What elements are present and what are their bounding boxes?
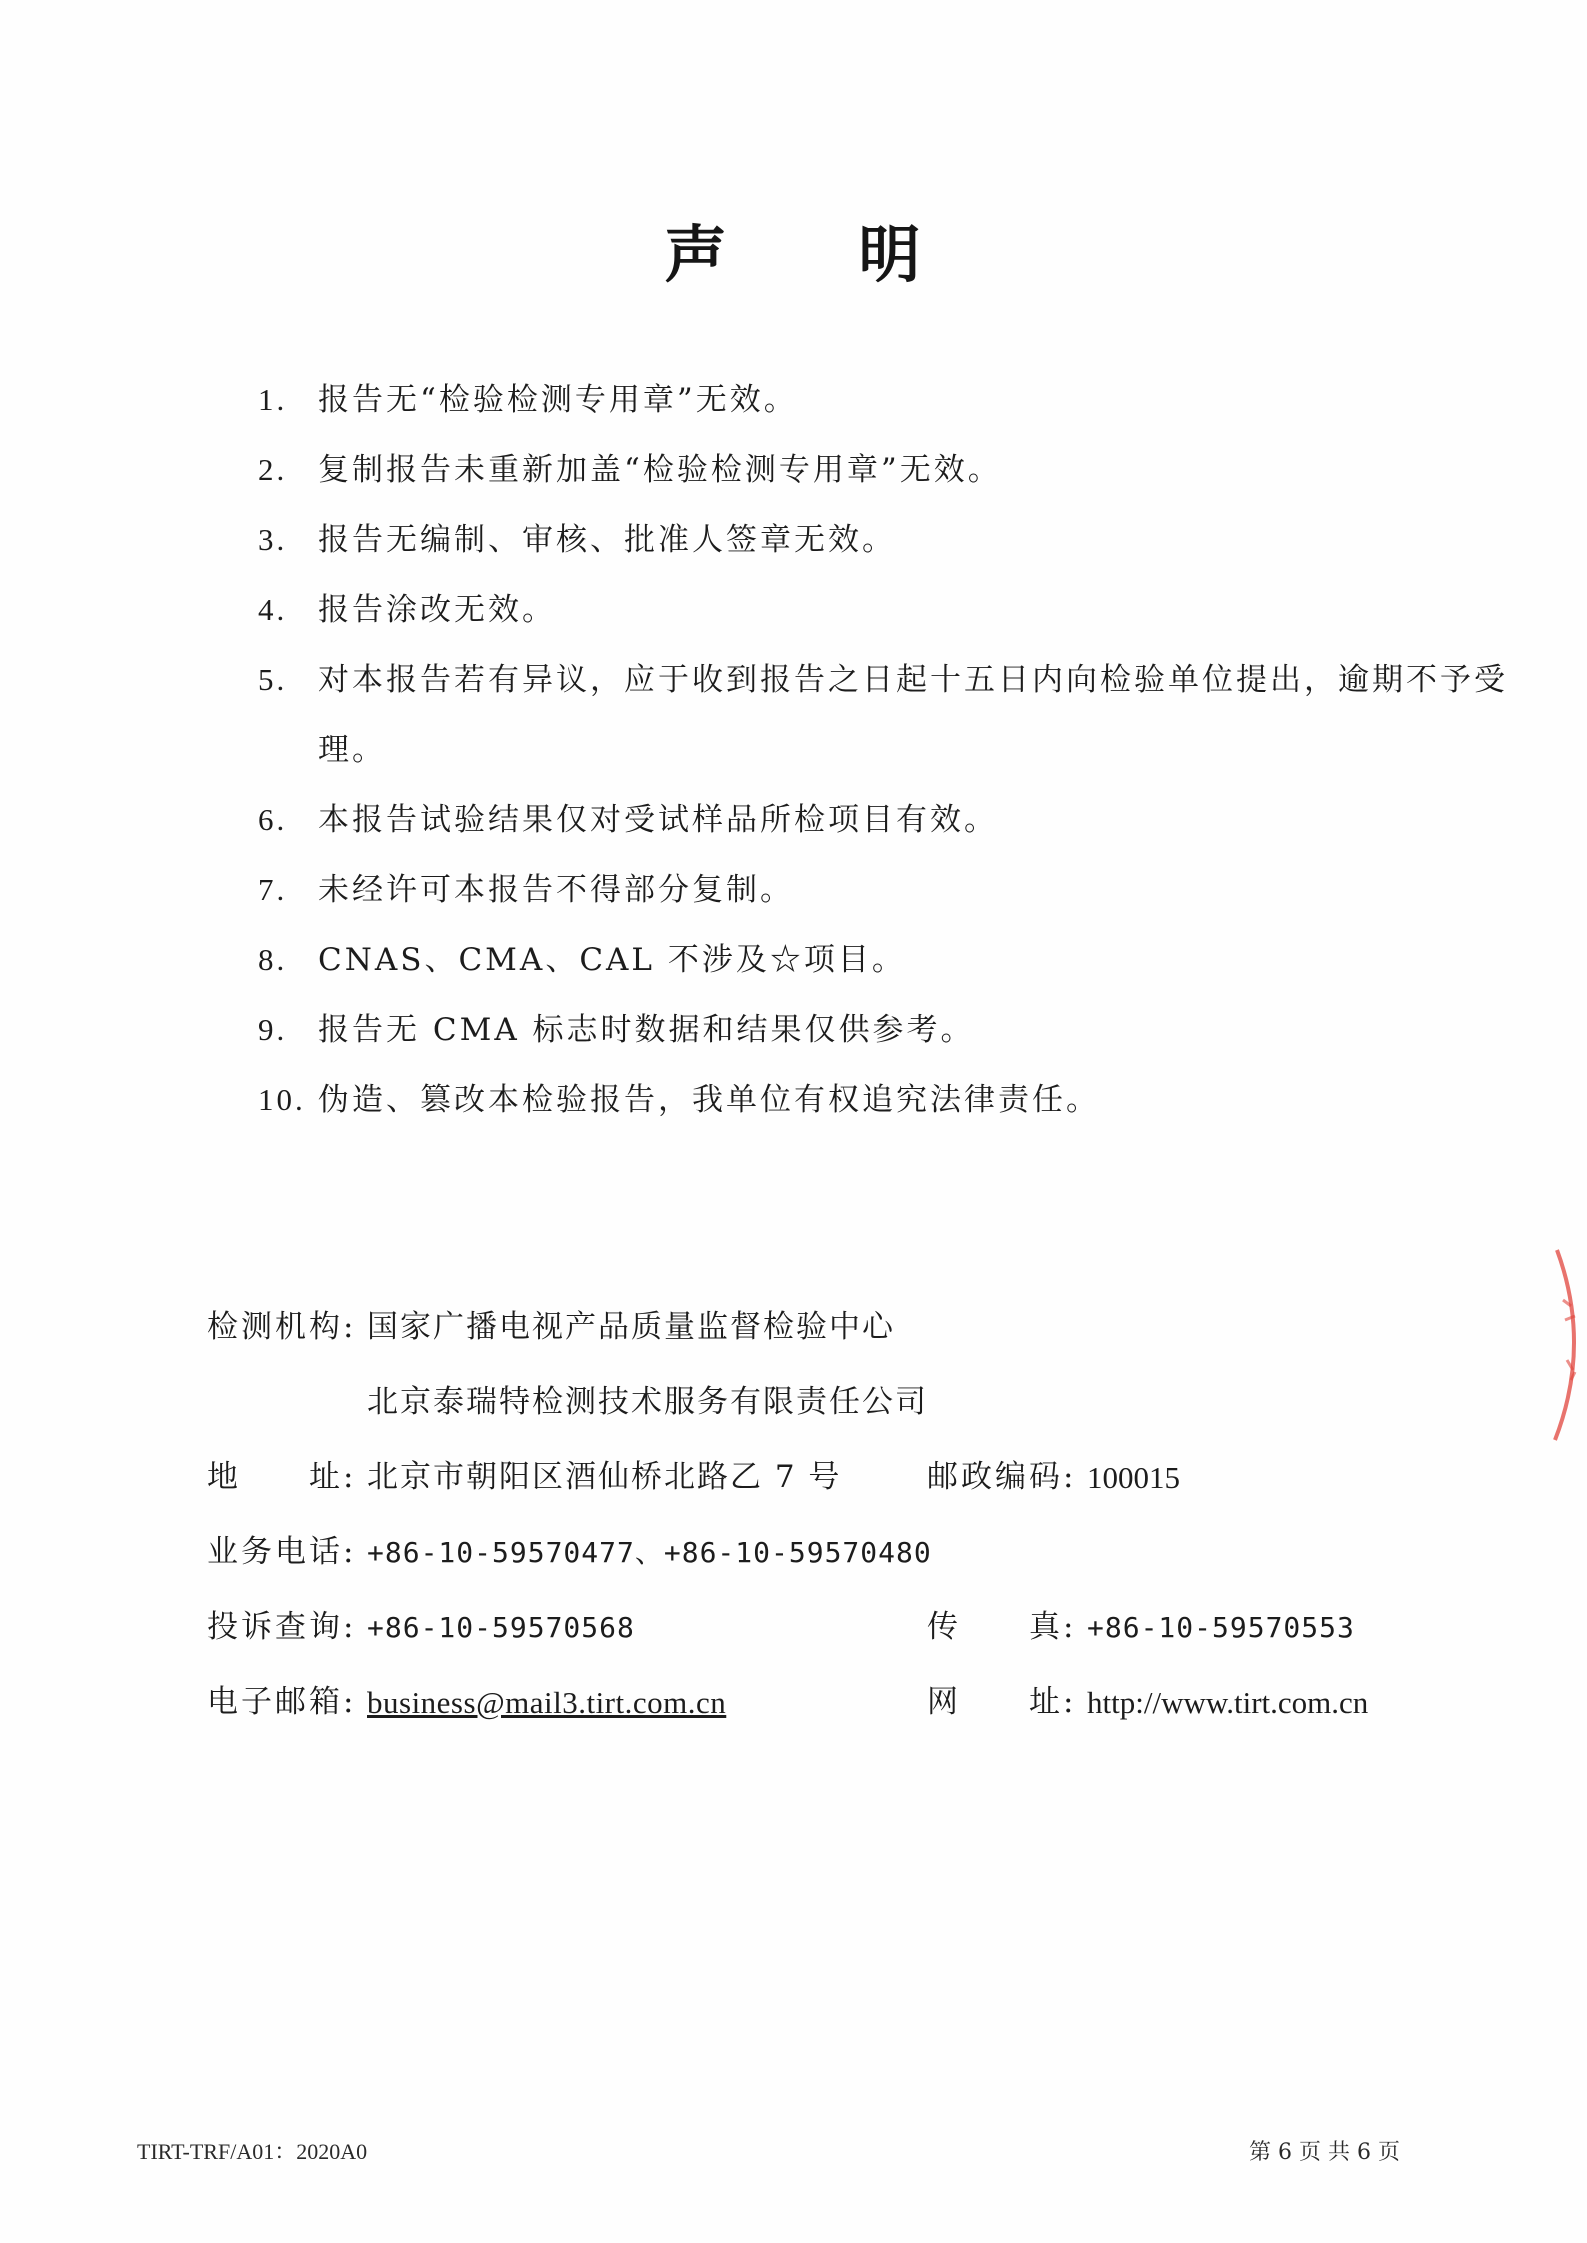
statement-text: 伪造、篡改本检验报告，我单位有权追究法律责任。 [318, 1082, 1100, 1118]
form-code: TIRT-TRF/A01：2020A0 [137, 2139, 368, 2164]
address-row [207, 1440, 1457, 1515]
statement-item-continuation [258, 715, 1458, 785]
statement-list [258, 365, 1508, 1135]
statement-number: 6. [258, 802, 288, 837]
email-row [207, 1665, 1457, 1740]
statement-number: 7. [258, 872, 288, 907]
phone-label: 业务电话: [207, 1534, 357, 1570]
address-label: 地 址: [207, 1459, 357, 1495]
page-number: 第 6 页 共 6 页 [1249, 2140, 1400, 2165]
statement-number: 8. [258, 942, 288, 977]
page-title [0, 205, 1587, 294]
statement-number: 1. [258, 382, 288, 417]
statement-item [258, 575, 1458, 645]
complaint-row [207, 1590, 1457, 1665]
institution-label: 检测机构: [207, 1309, 357, 1345]
statement-text: 本报告试验结果仅对受试样品所检项目有效。 [318, 802, 998, 838]
statement-item [258, 925, 1458, 995]
statement-number: 3. [258, 522, 288, 557]
fax-label: 传 真: [927, 1609, 1077, 1645]
fax-value: +86-10-59570553 [1087, 1611, 1355, 1644]
website-link[interactable]: http://www.tirt.com.cn [1087, 1685, 1369, 1720]
statement-text: 对本报告若有异议，应于收到报告之日起十五日内向检验单位提出，逾期不予受 [318, 662, 1508, 698]
statement-number: 9. [258, 1012, 288, 1047]
phone-row [207, 1515, 1457, 1590]
statement-item [258, 1065, 1458, 1135]
red-stamp-edge [1527, 1240, 1587, 1450]
title-char-2: 明 [858, 218, 923, 291]
complaint-label: 投诉查询: [207, 1609, 357, 1645]
title-char-1: 声 [664, 218, 729, 291]
statement-item [258, 855, 1458, 925]
statement-text: 未经许可本报告不得部分复制。 [318, 872, 794, 908]
contact-info [207, 1290, 1457, 1740]
statement-text: 报告涂改无效。 [318, 592, 556, 628]
statement-item [258, 995, 1458, 1065]
postcode-label: 邮政编码: [927, 1459, 1077, 1495]
statement-item [258, 505, 1458, 575]
statement-text-continuation: 理。 [318, 732, 386, 768]
institution-row-2 [207, 1365, 1457, 1440]
statement-number: 10. [258, 1082, 306, 1117]
statement-text: CNAS、CMA、CAL 不涉及☆项目。 [318, 942, 906, 978]
statement-item [258, 785, 1458, 855]
phone-value: +86-10-59570477、+86-10-59570480 [367, 1536, 932, 1569]
address-value: 北京市朝阳区酒仙桥北路乙 7 号 [367, 1459, 842, 1495]
statement-text: 报告无“检验检测专用章”无效。 [318, 382, 798, 418]
statement-item [258, 645, 1508, 715]
institution-name-2: 北京泰瑞特检测技术服务有限责任公司 [367, 1384, 928, 1420]
statement-item [258, 365, 1458, 435]
statement-number: 4. [258, 592, 288, 627]
email-link[interactable]: business@mail3.tirt.com.cn [367, 1685, 727, 1720]
postcode-value: 100015 [1087, 1460, 1180, 1495]
statement-number: 5. [258, 662, 288, 697]
statement-text: 报告无 CMA 标志时数据和结果仅供参考。 [318, 1012, 975, 1048]
email-label: 电子邮箱: [207, 1684, 357, 1720]
statement-item [258, 435, 1458, 505]
website-label: 网 址: [927, 1684, 1077, 1720]
statement-number: 2. [258, 452, 288, 487]
statement-text: 报告无编制、审核、批准人签章无效。 [318, 522, 896, 558]
statement-text: 复制报告未重新加盖“检验检测专用章”无效。 [318, 452, 1002, 488]
institution-name-1: 国家广播电视产品质量监督检验中心 [367, 1309, 895, 1345]
institution-row [207, 1290, 1457, 1365]
complaint-value: +86-10-59570568 [367, 1611, 635, 1644]
